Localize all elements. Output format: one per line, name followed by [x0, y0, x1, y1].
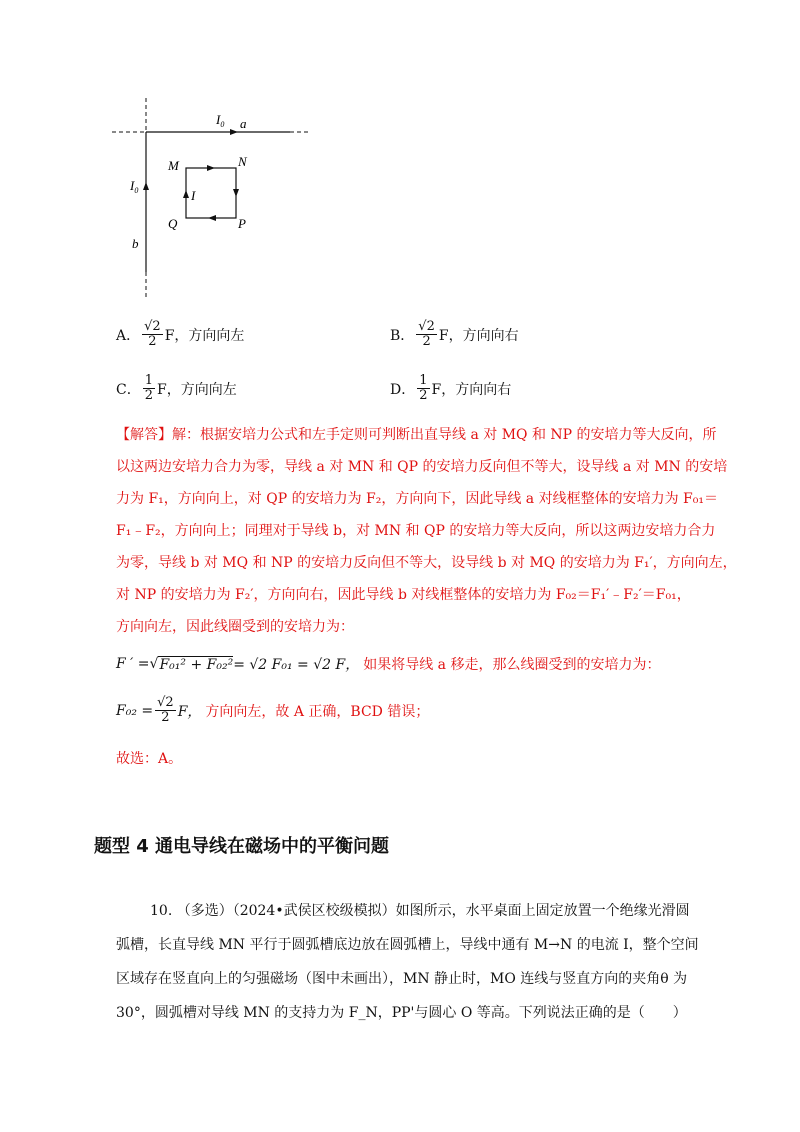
- question-10-line-2: 弧槽，长直导线 MN 平行于圆弧槽底边放在圆弧槽上，导线中通有 M→N 的电流 I，整个空间: [116, 937, 699, 953]
- section-title: 题型 4 通电导线在磁场中的平衡问题: [94, 836, 390, 857]
- answer-line-3: 力为 F₁，方向向上，对 QP 的安培力为 F₂，方向向下，因此导线 a 对线框整体的安培力为 F₀₁＝: [116, 491, 718, 507]
- formula-2: [116, 696, 429, 725]
- arrow-right-icon: [230, 129, 238, 135]
- formula-1-lhs: F ′ =: [116, 656, 150, 672]
- final-answer: 故选：A。: [116, 751, 183, 767]
- option-b[interactable]: [390, 320, 519, 349]
- answer-line-2: 以这两边安培力合力为零，导线 a 对 MN 和 QP 的安培力反向但不等大，设导线 a 对 MN 的安培: [116, 459, 728, 475]
- option-b-fraction: $\frac{√2}{2}$: [418, 319, 435, 349]
- formula-2-F: F，: [177, 703, 202, 720]
- label-a: a: [240, 116, 247, 131]
- label-I: I: [191, 188, 196, 203]
- formula-1: [116, 654, 660, 674]
- option-a-letter: A．: [116, 327, 141, 344]
- label-I0-left: $I_0$: [130, 178, 139, 195]
- formula-2-lhs: F₀₂ =: [116, 702, 154, 719]
- answer-line-7: 方向向左，因此线圈受到的安培力为：: [116, 619, 354, 635]
- arrow-up-icon: [183, 190, 189, 198]
- answer-line-1: 【解答】解：根据安培力公式和左手定则可判断出直导线 a 对 MQ 和 NP 的安培力等大反向，所: [116, 427, 717, 443]
- circuit-figure: [100, 92, 320, 302]
- option-a[interactable]: [116, 320, 244, 349]
- label-b: b: [132, 236, 139, 251]
- option-d[interactable]: [390, 374, 511, 403]
- arrow-left-icon: [208, 215, 216, 221]
- answer-line-5: 为零，导线 b 对 MQ 和 NP 的安培力反向但不等大，设导线 b 对 MQ 的安培力为 F₁′，方向向左，: [116, 555, 737, 571]
- formula-2-text: 方向向左，故 A 正确，BCD 错误；: [205, 703, 430, 720]
- label-M: M: [168, 158, 179, 173]
- option-a-fraction: $\frac{√2}{2}$: [144, 319, 161, 349]
- formula-1-rhs: = √2 F₀₁ = √2 F，: [233, 657, 360, 673]
- option-c-text: F，方向向左: [157, 381, 237, 398]
- question-10-line-4: 30°，圆弧槽对导线 MN 的支持力为 F_N，PP'与圆心 O 等高。下列说法正确的是（ ）: [116, 1005, 687, 1021]
- option-d-letter: D．: [390, 381, 416, 398]
- option-d-text: F，方向向右: [431, 381, 512, 398]
- label-I0-top: $I_0$: [216, 112, 225, 129]
- answer-tag: 【解答】: [116, 427, 172, 443]
- answer-line-4: F₁﹣F₂，方向向上；同理对于导线 b，对 MN 和 QP 的安培力等大反向，所以这两边安培力合力: [116, 523, 716, 539]
- label-N: N: [238, 154, 247, 169]
- option-d-fraction: $\frac{1}{2}$: [419, 373, 428, 403]
- arrow-up-icon: [143, 182, 149, 190]
- label-Q: Q: [168, 216, 178, 231]
- label-P: P: [238, 216, 246, 231]
- option-b-text: F，方向向右: [438, 327, 519, 344]
- question-10-line-1: 10. （多选）（2024•武侯区校级模拟）如图所示，水平桌面上固定放置一个绝缘光滑圆: [150, 903, 690, 919]
- formula-1-text: 如果将导线 a 移走，那么线圈受到的安培力为：: [363, 657, 661, 673]
- arrow-right-icon: [207, 165, 215, 171]
- option-a-text: F，方向向左: [164, 327, 245, 344]
- answer-line-6: 对 NP 的安培力为 F₂′，方向向右，因此导线 b 对线框整体的安培力为 F₀₂＝F₁′﹣F₂′＝F₀₁，: [116, 587, 691, 603]
- option-c-fraction: $\frac{1}{2}$: [144, 373, 153, 403]
- formula-1-sqrt-sign: √: [149, 656, 159, 672]
- question-10-line-3: 区域存在竖直向上的匀强磁场（图中未画出），MN 静止时，MO 连线与竖直方向的夹角θ 为: [116, 971, 688, 987]
- option-c-letter: C．: [116, 381, 141, 398]
- option-b-letter: B．: [390, 327, 415, 344]
- arrow-down-icon: [233, 189, 239, 197]
- formula-2-fraction: $\frac{√2}{2}$: [157, 695, 174, 725]
- formula-1-root: F₀₁² + F₀₂²: [159, 656, 234, 673]
- option-c[interactable]: [116, 374, 237, 403]
